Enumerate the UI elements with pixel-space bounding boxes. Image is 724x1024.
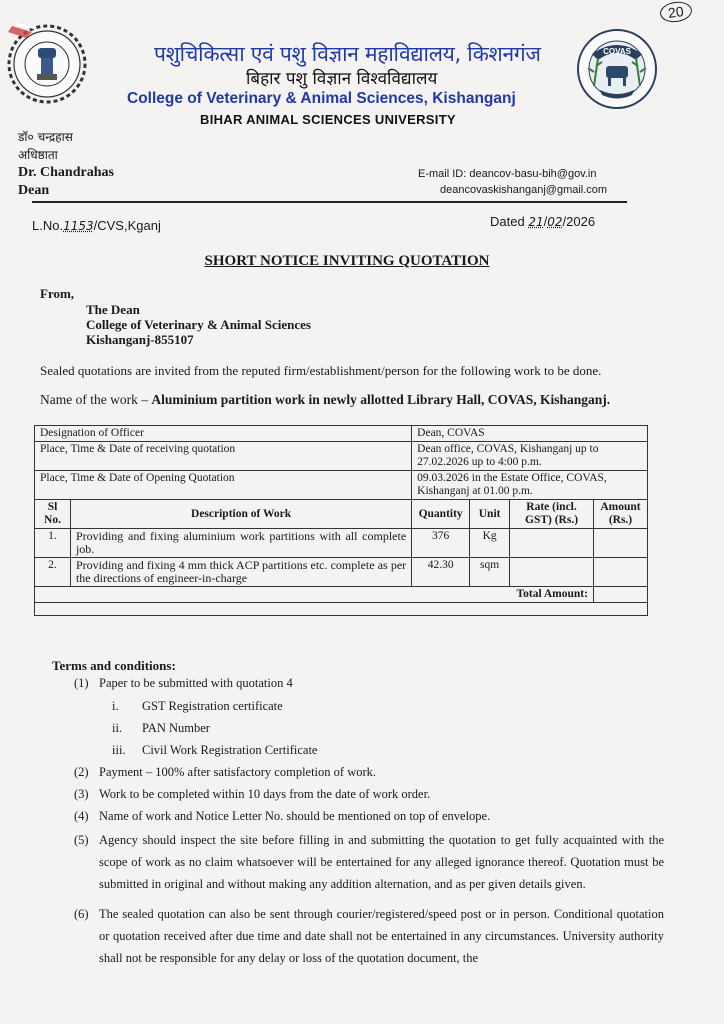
college-title: College of Veterinary & Animal Sciences, Kishanganj: [127, 90, 516, 107]
hindi-college-title: पशुचिकित्सा एवं पशु विज्ञान महाविद्यालय, किशनगंज: [154, 42, 541, 66]
basu-emblem-icon: [4, 18, 90, 104]
header-quantity: Quantity: [412, 500, 470, 529]
term-item: [52, 674, 664, 692]
cell-sl: 1.: [35, 529, 71, 558]
intro-paragraph: Sealed quotations are invited from the reputed firm/establishment/person for the following work to be done.: [40, 363, 602, 378]
term-text: Name of work and Notice Letter No. should be mentioned on top of envelope.: [99, 809, 491, 823]
term-text: Paper to be submitted with quotation 4: [99, 676, 293, 690]
term-item: [52, 903, 664, 969]
work-name: [40, 392, 610, 408]
subitem-text: PAN Number: [142, 721, 210, 735]
email-primary: E-mail ID: deancov-basu-bih@gov.in: [418, 168, 597, 180]
dated-label: Dated: [490, 214, 525, 229]
term-subitem: [52, 739, 664, 761]
signatory-hindi-name: डॉ० चन्द्रहास: [18, 130, 73, 144]
total-label: Total Amount:: [35, 587, 594, 603]
letter-number-suffix: /CVS,Kganj: [93, 218, 161, 233]
cell-unit: sqm: [470, 558, 510, 587]
subitem-number: ii.: [112, 721, 123, 735]
term-item: [52, 805, 664, 827]
cell-description: Providing and fixing 4 mm thick ACP partitions etc. complete as per the directions of engineer-in-charge: [70, 558, 411, 587]
info-label: Designation of Officer: [35, 426, 412, 442]
signatory-hindi-designation: अधिष्ठाता: [18, 148, 58, 162]
cell-rate[interactable]: [510, 529, 594, 558]
date-day: 21: [528, 215, 544, 229]
header-divider: [32, 201, 627, 203]
cell-sl: 2.: [35, 558, 71, 587]
work-name-label: Name of the work –: [40, 392, 152, 407]
covas-seal-text: COVAS: [603, 47, 631, 56]
from-address: [86, 302, 311, 347]
covas-seal-icon: [576, 28, 658, 110]
term-subitem: [52, 695, 664, 717]
notice-title: SHORT NOTICE INVITING QUOTATION: [204, 253, 490, 269]
work-name-value: Aluminium partition work in newly allotted Library Hall, COVAS, Kishanganj.: [151, 392, 611, 407]
letter-number: [32, 218, 161, 233]
cell-quantity: 376: [412, 529, 470, 558]
term-text: Payment – 100% after satisfactory completion of work.: [99, 765, 377, 779]
total-value[interactable]: [593, 587, 647, 603]
term-number: (4): [74, 809, 89, 823]
contact-emails: [418, 166, 607, 198]
table-row: [35, 529, 648, 558]
date-month: 02: [547, 215, 563, 229]
from-address-line: College of Veterinary & Animal Sciences: [86, 317, 311, 332]
total-row: [35, 587, 648, 603]
header-sl: Sl No.: [35, 500, 71, 529]
term-item: [52, 783, 664, 805]
email-secondary: deancovaskishanganj@gmail.com: [440, 184, 608, 196]
cell-rate[interactable]: [510, 558, 594, 587]
signatory-name: Dr. Chandrahas: [18, 165, 114, 180]
cell-unit: Kg: [470, 529, 510, 558]
info-row: [35, 442, 648, 471]
cell-description: Providing and fixing aluminium work partitions with all complete job.: [70, 529, 411, 558]
header-rate: Rate (incl. GST) (Rs.): [510, 500, 594, 529]
cell-quantity: 42.30: [412, 558, 470, 587]
header-amount: Amount (Rs.): [593, 500, 647, 529]
info-value: Dean office, COVAS, Kishanganj up to 27.02.2026 up to 4:00 p.m.: [412, 442, 648, 471]
quotation-table: [34, 425, 648, 616]
header-unit: Unit: [470, 500, 510, 529]
letter-number-value: 1153: [63, 219, 94, 233]
terms-title: Terms and conditions:: [52, 658, 176, 673]
info-value: 09.03.2026 in the Estate Office, COVAS, Kishanganj at 01.00 p.m.: [412, 471, 648, 500]
table-row: [35, 558, 648, 587]
term-number: (5): [74, 833, 89, 847]
subitem-number: iii.: [112, 743, 126, 757]
signatory-designation: Dean: [18, 183, 50, 198]
term-text: Agency should inspect the site before filling in and submitting the quotation to get fully acquainted with the scope of work as no claim whatsoever will be entertained for any alleged ignorance thereof. Quotation must be submitted in original and without making any addition alternation, and as per given details given.: [99, 833, 664, 891]
table-header-row: [35, 500, 648, 529]
date-year: /2026: [562, 214, 596, 229]
subitem-text: GST Registration certificate: [142, 699, 283, 713]
term-item: [52, 761, 664, 783]
term-number: (2): [74, 765, 89, 779]
info-row: [35, 426, 648, 442]
page-number: 20: [659, 0, 693, 24]
signatory-block: [18, 128, 114, 200]
info-value: Dean, COVAS: [412, 426, 648, 442]
table-footer-spacer: [35, 603, 648, 616]
info-row: [35, 471, 648, 500]
term-number: (3): [74, 787, 89, 801]
hindi-university-title: बिहार पशु विज्ञान विश्वविद्यालय: [246, 69, 438, 89]
info-label: Place, Time & Date of receiving quotation: [35, 442, 412, 471]
university-title: BIHAR ANIMAL SCIENCES UNIVERSITY: [200, 112, 456, 127]
terms-section: [52, 658, 664, 969]
letter-number-prefix: L.No.: [32, 218, 64, 233]
header-description: Description of Work: [70, 500, 411, 529]
subitem-text: Civil Work Registration Certificate: [142, 743, 318, 757]
letter-date: Dated 21/02/2026: [490, 214, 596, 229]
subitem-number: i.: [112, 699, 119, 713]
cell-amount[interactable]: [593, 529, 647, 558]
from-label: From,: [40, 286, 75, 301]
term-item: [52, 829, 664, 895]
term-text: Work to be completed within 10 days from the date of work order.: [99, 787, 431, 801]
from-address-line: The Dean: [86, 302, 140, 317]
cell-amount[interactable]: [593, 558, 647, 587]
term-text: The sealed quotation can also be sent through courier/registered/speed post or in person. Conditional quotation or quotation received after due time and date shall not be entertained in any circumstances. University authority shall not be responsible for any delay or loss of the quotation document, the: [99, 907, 664, 965]
info-label: Place, Time & Date of Opening Quotation: [35, 471, 412, 500]
term-subitem: [52, 717, 664, 739]
term-number: (1): [74, 676, 89, 690]
term-number: (6): [74, 907, 89, 921]
from-address-line: Kishanganj-855107: [86, 332, 194, 347]
